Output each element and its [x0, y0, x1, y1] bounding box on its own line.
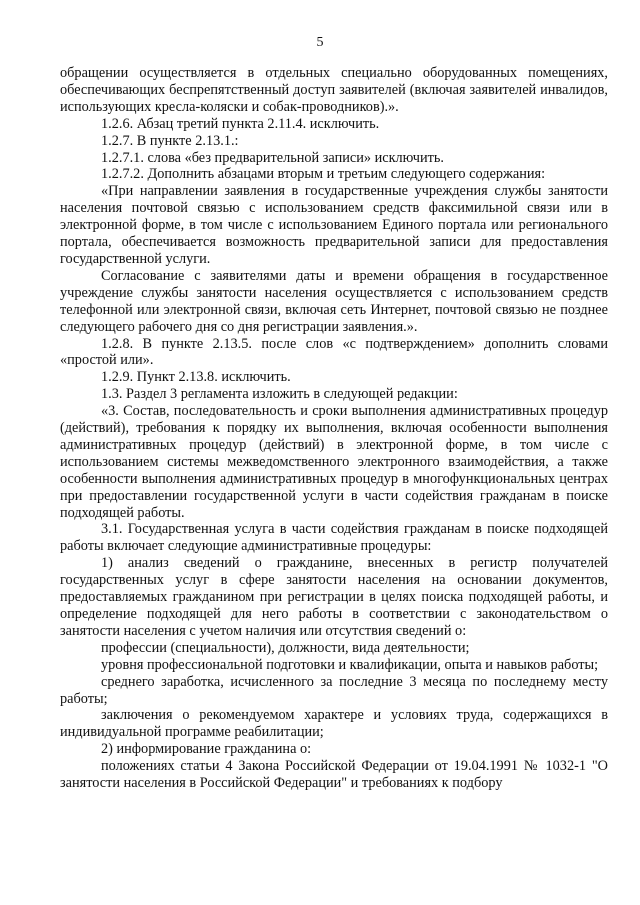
paragraph-17: заключения о рекомендуемом характере и условиях труда, содержащихся в индивидуальной программе реабилитации; — [60, 707, 608, 741]
paragraph-19: положениях статьи 4 Закона Российской Федерации от 19.04.1991 № 1032-1 "О занятости населения в Российской Федерации" и требованиях к подбору — [60, 758, 608, 792]
paragraph-10: 1.3. Раздел 3 регламента изложить в следующей редакции: — [101, 386, 458, 403]
paragraph-4: 1.2.7.1. слова «без предварительной записи» исключить. — [101, 149, 444, 166]
paragraph-14: профессии (специальности), должности, вида деятельности; — [101, 639, 470, 656]
paragraph-3: 1.2.7. В пункте 2.13.1.: — [101, 132, 239, 149]
document-body — [60, 65, 608, 792]
paragraph-6: «При направлении заявления в государственные учреждения службы занятости населения почтовой связью с использованием средств факсимильной связи или в электронной форме, в том числе с использованием Единого портала или регионального портала, обеспечивается возможность предварительной записи для предоставления государственной услуги. — [60, 183, 608, 267]
paragraph-2: 1.2.6. Абзац третий пункта 2.11.4. исключить. — [101, 115, 380, 132]
paragraph-7: Согласование с заявителями даты и времени обращения в государственное учреждение службы занятости населения осуществляется с использованием средств телефонной или электронной связи, включая сеть Интернет, почтовой связью не позднее следующего рабочего дня со дня регистрации заявления.». — [60, 267, 608, 335]
paragraph-11: «3. Состав, последовательность и сроки выполнения административных процедур (действий), требования к порядку их выполнения, включая особенности выполнения административных процедур (действий) в электронной форме, в том числе с использованием системы межведомственного электронного взаимодействия, а также особенности выполнения административных процедур в многофункциональных центрах при предоставлении государственной услуги в части содействия гражданам в поиске подходящей работы. — [60, 403, 608, 521]
paragraph-1: обращении осуществляется в отдельных специально оборудованных помещениях, обеспечивающих беспрепятственный доступ заявителей (включая заявителей инвалидов, использующих кресла-коляски и собак-проводников).». — [60, 65, 608, 115]
paragraph-9: 1.2.9. Пункт 2.13.8. исключить. — [101, 369, 291, 386]
paragraph-15: уровня профессиональной подготовки и квалификации, опыта и навыков работы; — [101, 656, 599, 673]
paragraph-5: 1.2.7.2. Дополнить абзацами вторым и третьим следующего содержания: — [101, 166, 546, 183]
paragraph-18: 2) информирование гражданина о: — [101, 741, 312, 758]
page-number: 5 — [316, 35, 324, 50]
paragraph-16: среднего заработка, исчисленного за последние 3 месяца по последнему месту работы; — [60, 673, 608, 707]
paragraph-12: 3.1. Государственная услуга в части содействия гражданам в поиске подходящей работы включает следующие административные процедуры: — [60, 521, 608, 555]
paragraph-13: 1) анализ сведений о гражданине, внесенных в регистр получателей государственных услуг в сфере занятости населения на основании документов, предоставляемых гражданином при регистрации в целях поиска подходящей работы, и определение подходящей для него работы в соответствии с законодательством о занятости населения с учетом наличия или отсутствия сведений о: — [60, 555, 608, 639]
paragraph-8: 1.2.8. В пункте 2.13.5. после слов «с подтверждением» дополнить словами «простой или». — [60, 335, 608, 369]
